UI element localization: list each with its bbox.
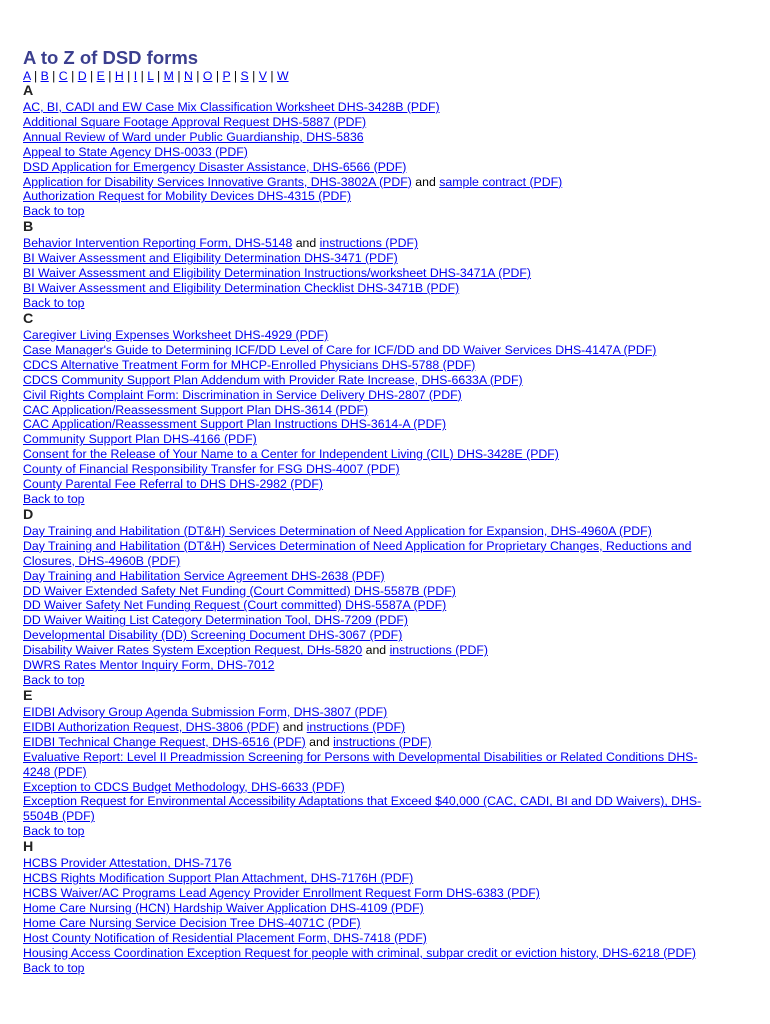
form-list-item xyxy=(23,931,723,946)
form-list-item xyxy=(23,643,723,658)
form-list-item xyxy=(23,946,723,961)
nav-letter-m[interactable]: M xyxy=(163,69,174,83)
form-link[interactable]: Exception Request for Environmental Accessibility Adaptations that Exceed $40,000 (CAC, CADI, BI and DD Waivers), DHS-5504B (PDF) xyxy=(23,794,702,824)
nav-separator: | xyxy=(104,69,115,83)
back-to-top xyxy=(23,204,723,219)
form-link[interactable]: HCBS Rights Modification Support Plan Attachment, DHS-7176H (PDF) xyxy=(23,871,414,886)
back-to-top-link[interactable]: Back to top xyxy=(23,295,85,310)
form-list-item xyxy=(23,160,723,175)
nav-letter-a[interactable]: A xyxy=(23,69,31,83)
nav-separator: | xyxy=(212,69,223,83)
form-link[interactable]: Authorization Request for Mobility Devices DHS-4315 (PDF) xyxy=(23,189,352,204)
back-to-top xyxy=(23,961,723,976)
back-to-top xyxy=(23,296,723,311)
form-list-item xyxy=(23,175,723,190)
nav-separator: | xyxy=(123,69,134,83)
back-to-top xyxy=(23,673,723,688)
form-link[interactable]: Day Training and Habilitation (DT&H) Services Determination of Need Application for Expansion, DHS-4960A (PDF) xyxy=(23,523,652,538)
form-link[interactable]: Caregiver Living Expenses Worksheet DHS-4929 (PDF) xyxy=(23,327,329,342)
nav-letter-i[interactable]: I xyxy=(133,69,138,83)
form-list-item xyxy=(23,236,723,251)
form-list-item xyxy=(23,613,723,628)
form-list-item xyxy=(23,100,723,115)
form-link[interactable]: DSD Application for Emergency Disaster Assistance, DHS-6566 (PDF) xyxy=(23,159,407,174)
nav-separator: | xyxy=(137,69,148,83)
nav-letter-v[interactable]: V xyxy=(258,69,267,83)
form-list-item xyxy=(23,901,723,916)
section-heading-e: E xyxy=(23,688,33,704)
nav-letter-s[interactable]: S xyxy=(240,69,249,83)
nav-separator: | xyxy=(230,69,241,83)
form-list-item xyxy=(23,750,723,780)
form-link[interactable]: County of Financial Responsibility Transfer for FSG DHS-4007 (PDF) xyxy=(23,462,400,477)
form-link[interactable]: CAC Application/Reassessment Support Plan DHS-3614 (PDF) xyxy=(23,402,369,417)
form-link[interactable]: Home Care Nursing Service Decision Tree DHS-4071C (PDF) xyxy=(23,915,361,930)
section-heading-h: H xyxy=(23,839,34,856)
nav-separator: | xyxy=(153,69,164,83)
nav-letter-h[interactable]: H xyxy=(114,69,124,83)
nav-letter-o[interactable]: O xyxy=(202,69,213,83)
form-list-item xyxy=(23,705,723,720)
nav-separator: | xyxy=(266,69,277,83)
form-list-item xyxy=(23,343,723,358)
form-link[interactable]: DD Waiver Waiting List Category Determination Tool, DHS-7209 (PDF) xyxy=(23,613,408,628)
form-link[interactable]: Evaluative Report: Level II Preadmission Screening for Persons with Developmental Disabilities or Related Conditions DHS-4248 (PDF) xyxy=(23,749,698,779)
form-link[interactable]: AC, BI, CADI and EW Case Mix Classification Worksheet DHS-3428B (PDF) xyxy=(23,100,440,114)
form-list-item xyxy=(23,447,723,462)
form-link[interactable]: BI Waiver Assessment and Eligibility Determination Checklist DHS-3471B (PDF) xyxy=(23,281,460,296)
nav-separator: | xyxy=(86,69,97,83)
nav-letter-n[interactable]: N xyxy=(183,69,193,83)
nav-separator: | xyxy=(192,69,203,83)
form-list-item xyxy=(23,856,723,871)
form-link[interactable]: Housing Access Coordination Exception Request for people with criminal, subpar credit or eviction history, DHS-6218 (PDF) xyxy=(23,945,696,960)
form-link[interactable]: Exception to CDCS Budget Methodology, DHS-6633 (PDF) xyxy=(23,779,345,794)
nav-letter-p[interactable]: P xyxy=(222,69,231,83)
form-extra-link[interactable]: sample contract (PDF) xyxy=(439,174,563,189)
form-link[interactable]: Behavior Intervention Reporting Form, DHS-5148 xyxy=(23,236,293,251)
and-connector: and xyxy=(415,174,436,189)
form-list-item xyxy=(23,584,723,599)
form-link[interactable]: Application for Disability Services Innovative Grants, DHS-3802A (PDF) xyxy=(23,174,412,189)
form-link[interactable]: Day Training and Habilitation Service Agreement DHS-2638 (PDF) xyxy=(23,568,385,583)
and-connector: and xyxy=(309,734,330,749)
back-to-top-link[interactable]: Back to top xyxy=(23,491,85,506)
form-extra-link[interactable]: instructions (PDF) xyxy=(333,734,432,749)
form-list-item xyxy=(23,628,723,643)
nav-letter-c[interactable]: C xyxy=(58,69,68,83)
form-link[interactable]: County Parental Fee Referral to DHS DHS-2982 (PDF) xyxy=(23,477,324,492)
form-list-item xyxy=(23,328,723,343)
form-link[interactable]: Developmental Disability (DD) Screening Document DHS-3067 (PDF) xyxy=(23,628,403,643)
form-list-item xyxy=(23,735,723,750)
and-connector: and xyxy=(282,719,304,734)
form-link[interactable]: HCBS Waiver/AC Programs Lead Agency Provider Enrollment Request Form DHS-6383 (PDF) xyxy=(23,886,540,901)
form-link[interactable]: EIDBI Authorization Request, DHS-3806 (PDF) xyxy=(23,719,280,734)
form-extra-link[interactable]: instructions (PDF) xyxy=(319,236,419,251)
form-link[interactable]: BI Waiver Assessment and Eligibility Determination DHS-3471 (PDF) xyxy=(23,251,398,266)
section-heading-b: B xyxy=(23,219,34,236)
section-heading-a: A xyxy=(23,83,34,99)
back-to-top xyxy=(23,492,723,507)
section-heading-d: D xyxy=(23,506,34,523)
form-list-item xyxy=(23,388,723,403)
form-link[interactable]: HCBS Provider Attestation, DHS-7176 xyxy=(23,856,232,871)
form-list-item xyxy=(23,373,723,388)
and-connector: and xyxy=(295,236,317,251)
nav-separator: | xyxy=(248,69,259,83)
and-connector: and xyxy=(365,643,387,658)
form-link[interactable]: Disability Waiver Rates System Exception Request, DHs-5820 xyxy=(23,643,363,658)
form-list-item xyxy=(23,189,723,204)
form-list-item xyxy=(23,417,723,432)
form-list-item xyxy=(23,794,723,824)
form-link[interactable]: CAC Application/Reassessment Support Plan Instructions DHS-3614-A (PDF) xyxy=(23,417,447,432)
form-link[interactable]: DD Waiver Extended Safety Net Funding (Court Committed) DHS-5587B (PDF) xyxy=(23,583,456,598)
form-list-item xyxy=(23,266,723,281)
form-link[interactable]: Civil Rights Complaint Form: Discrimination in Service Delivery DHS-2807 (PDF) xyxy=(23,387,462,402)
nav-separator: | xyxy=(67,69,78,83)
form-link[interactable]: DWRS Rates Mentor Inquiry Form, DHS-7012 xyxy=(23,658,275,673)
form-sections xyxy=(23,83,723,976)
form-list-item xyxy=(23,251,723,266)
form-list-item xyxy=(23,358,723,373)
nav-separator: | xyxy=(30,69,41,83)
form-list-item xyxy=(23,281,723,296)
nav-letter-w[interactable]: W xyxy=(276,69,289,83)
form-list-item xyxy=(23,403,723,418)
form-link[interactable]: CDCS Community Support Plan Addendum with Provider Rate Increase, DHS-6633A (PDF) xyxy=(23,372,523,387)
form-link[interactable]: Host County Notification of Residential Placement Form, DHS-7418 (PDF) xyxy=(23,930,427,945)
nav-separator: | xyxy=(48,69,59,83)
section-heading-c: C xyxy=(23,310,34,327)
form-link[interactable]: Appeal to State Agency DHS-0033 (PDF) xyxy=(23,144,248,159)
form-list-item xyxy=(23,598,723,613)
form-extra-link[interactable]: instructions (PDF) xyxy=(389,643,488,658)
form-link[interactable]: Annual Review of Ward under Public Guardianship, DHS-5836 xyxy=(23,129,364,144)
form-link[interactable]: Home Care Nursing (HCN) Hardship Waiver Application DHS-4109 (PDF) xyxy=(23,900,424,915)
form-list-item xyxy=(23,115,723,130)
form-link[interactable]: EIDBI Technical Change Request, DHS-6516 (PDF) xyxy=(23,734,306,749)
form-list-item xyxy=(23,462,723,477)
form-list-item xyxy=(23,477,723,492)
back-to-top-link[interactable]: Back to top xyxy=(23,960,85,975)
form-list-item xyxy=(23,524,723,539)
form-link[interactable]: Consent for the Release of Your Name to a Center for Independent Living (CIL) DHS-3428E (PDF) xyxy=(23,447,559,462)
form-link[interactable]: Additional Square Footage Approval Request DHS-5887 (PDF) xyxy=(23,114,367,129)
nav-letter-e[interactable]: E xyxy=(96,69,105,83)
back-to-top-link[interactable]: Back to top xyxy=(23,673,85,687)
form-list-item xyxy=(23,720,723,735)
form-list-item xyxy=(23,569,723,584)
form-list-item xyxy=(23,432,723,447)
back-to-top-link[interactable]: Back to top xyxy=(23,204,85,219)
form-link[interactable]: EIDBI Advisory Group Agenda Submission Form, DHS-3807 (PDF) xyxy=(23,705,388,719)
form-list-item xyxy=(23,658,723,673)
form-list-item xyxy=(23,145,723,160)
form-link[interactable]: BI Waiver Assessment and Eligibility Determination Instructions/worksheet DHS-3471A (PDF) xyxy=(23,266,532,281)
form-list-item xyxy=(23,130,723,145)
nav-separator: | xyxy=(173,69,184,83)
form-list-item xyxy=(23,916,723,931)
form-list-item xyxy=(23,539,723,569)
form-list-item xyxy=(23,886,723,901)
back-to-top-link[interactable]: Back to top xyxy=(23,824,85,839)
page-title: A to Z of DSD forms xyxy=(23,47,199,68)
document-page xyxy=(23,47,723,976)
alphabet-nav xyxy=(23,69,723,83)
nav-letter-d[interactable]: D xyxy=(77,69,87,83)
form-link[interactable]: CDCS Alternative Treatment Form for MHCP-Enrolled Physicians DHS-5788 (PDF) xyxy=(23,357,476,372)
nav-letter-l[interactable]: L xyxy=(147,69,154,83)
form-list-item xyxy=(23,871,723,886)
back-to-top xyxy=(23,824,723,839)
nav-letter-b[interactable]: B xyxy=(40,69,49,83)
form-extra-link[interactable]: instructions (PDF) xyxy=(306,719,406,734)
form-list-item xyxy=(23,780,723,795)
form-link[interactable]: Case Manager's Guide to Determining ICF/DD Level of Care for ICF/DD and DD Waiver Services DHS-4147A (PDF) xyxy=(23,342,657,357)
form-link[interactable]: Community Support Plan DHS-4166 (PDF) xyxy=(23,432,257,447)
form-link[interactable]: Day Training and Habilitation (DT&H) Services Determination of Need Application for Proprietary Changes, Reductions and Closures, DHS-4960B (PDF) xyxy=(23,538,692,568)
form-link[interactable]: DD Waiver Safety Net Funding Request (Court committed) DHS-5587A (PDF) xyxy=(23,598,447,613)
